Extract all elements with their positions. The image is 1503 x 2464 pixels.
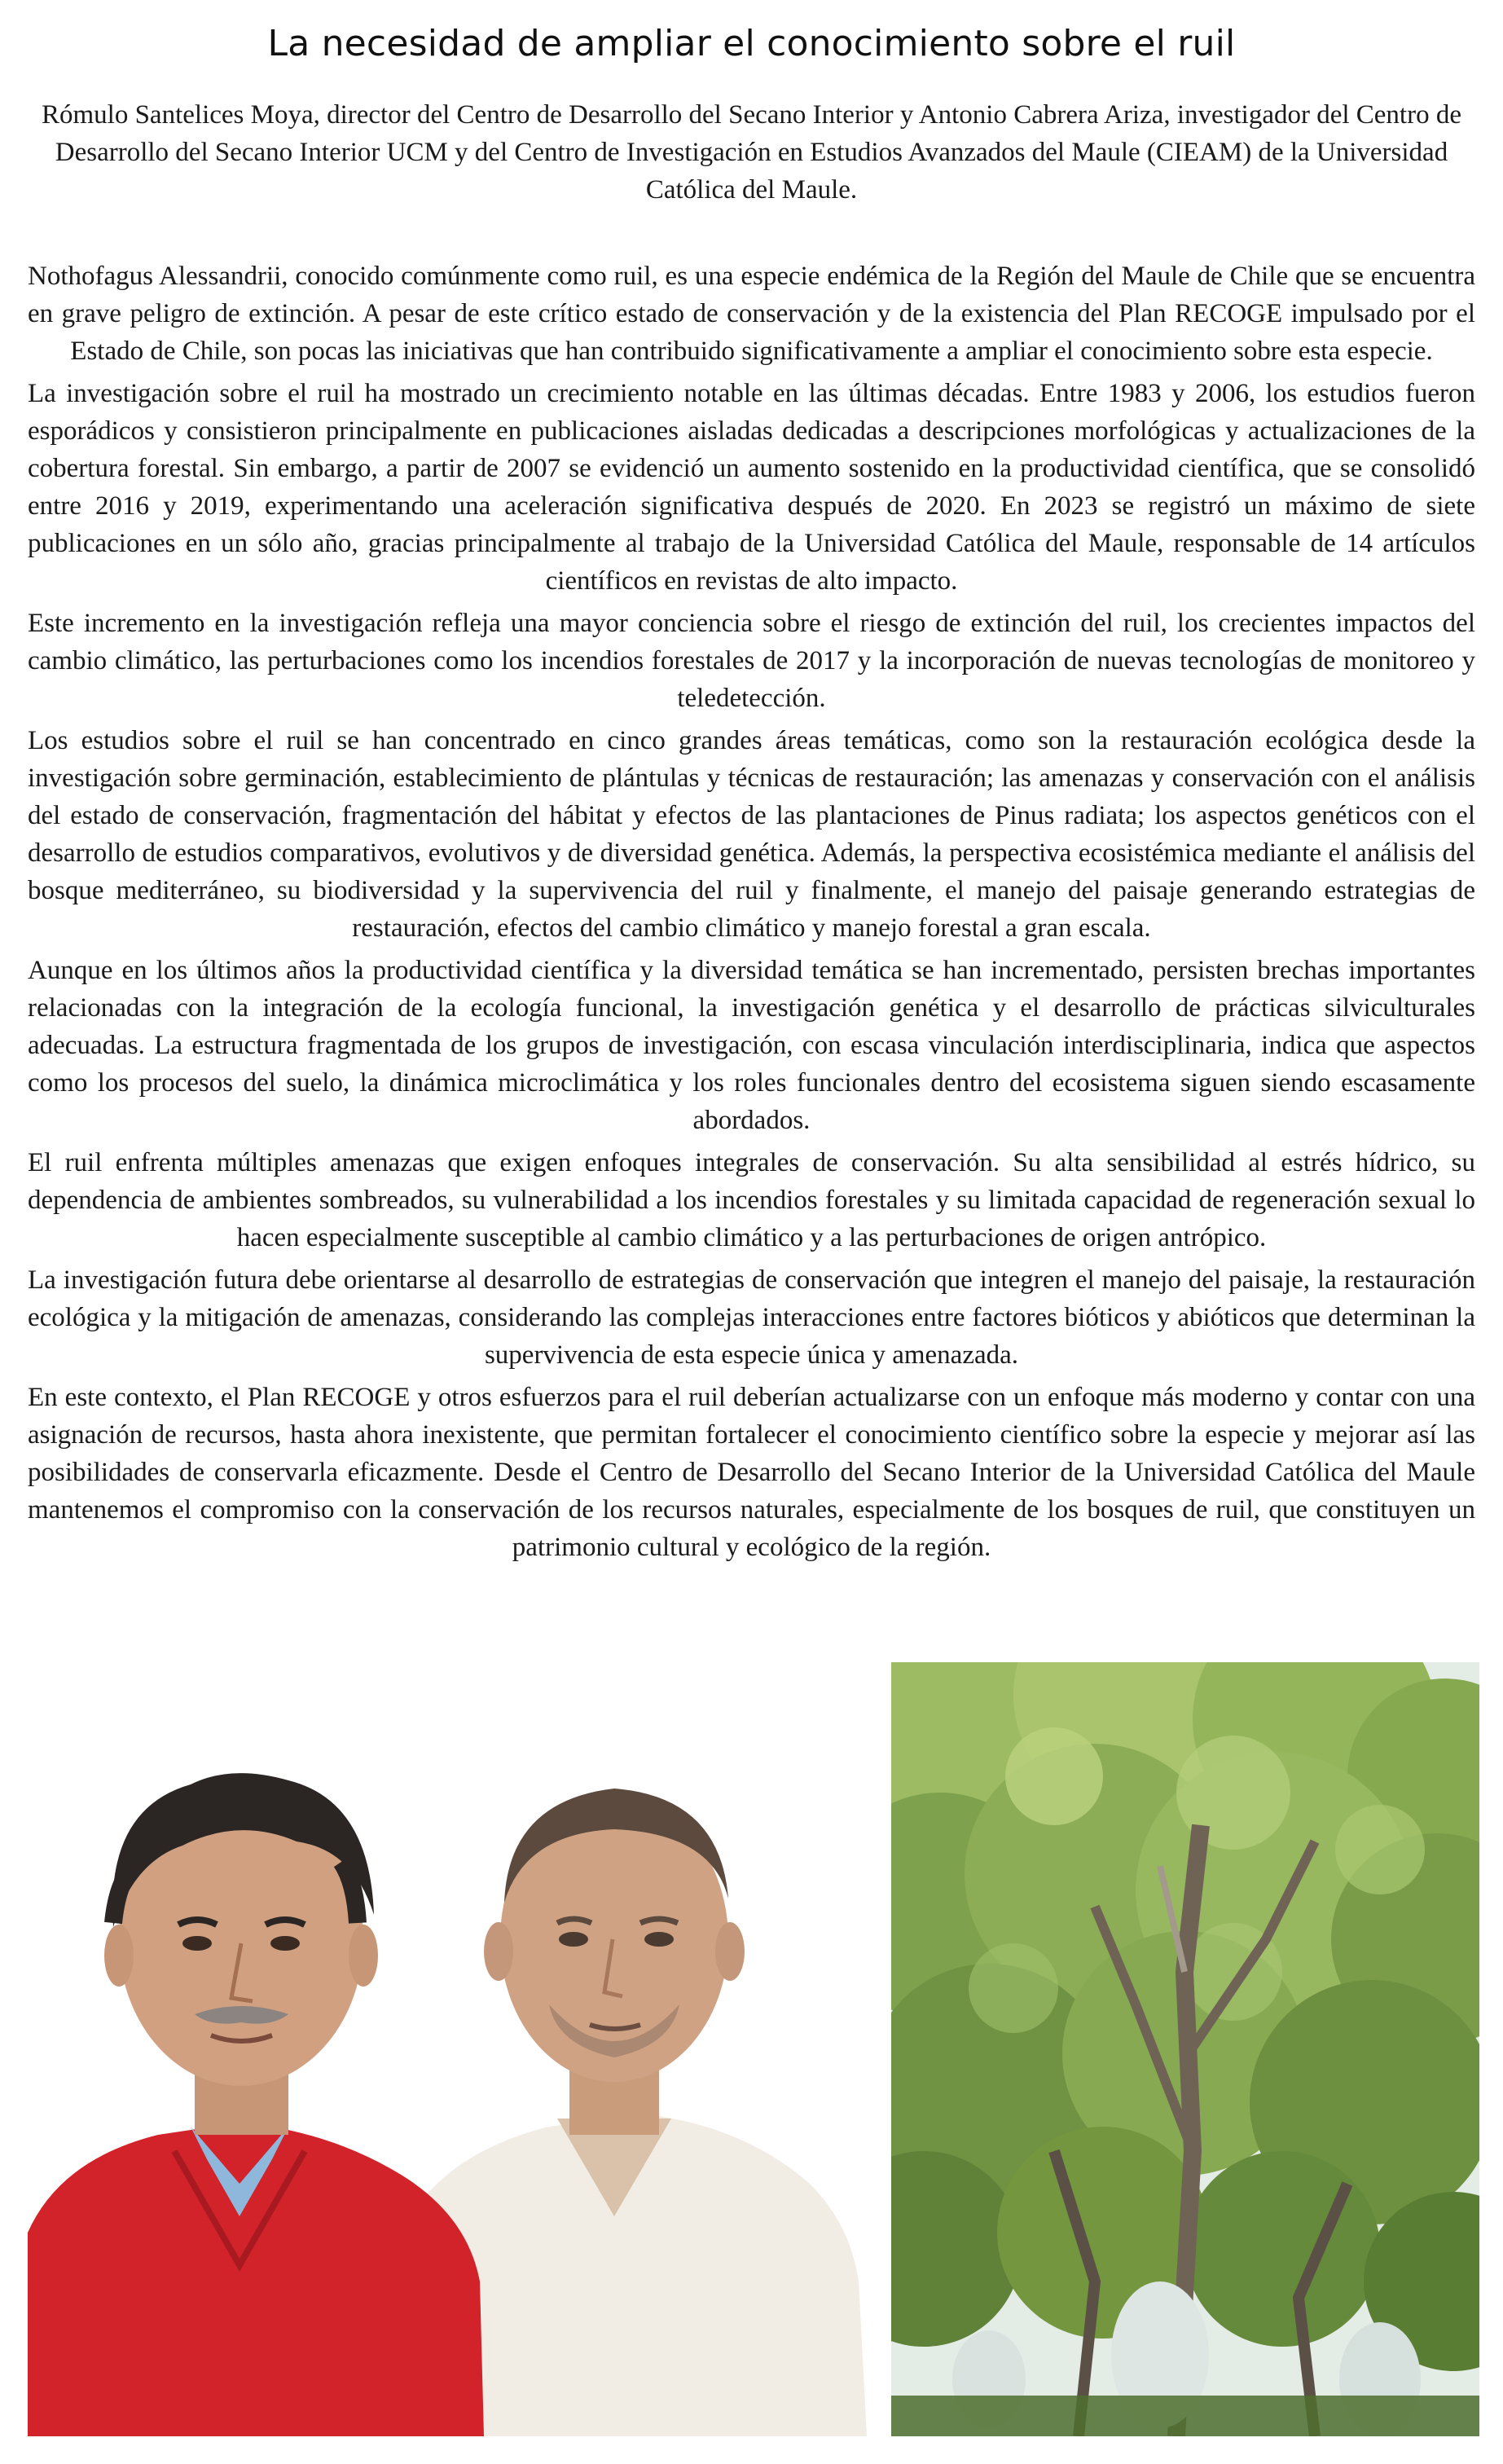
ruil-tree-photo — [891, 1662, 1479, 2436]
ruil-tree-illustration — [891, 1662, 1479, 2436]
article-paragraph: Nothofagus Alessandrii, conocido comúnmente como ruil, es una especie endémica de la Región del Maule de Chile que se encuentra en grave peligro de extinción. A pesar de este crítico estado de conservación y de la existencia del Plan RECOGE impulsado por el Estado de Chile, son pocas las iniciativas que han contribuido significativamente a ampliar el conocimiento sobre esta especie. — [28, 262, 1475, 366]
article-paragraph: La investigación futura debe orientarse al desarrollo de estrategias de conservación que integren el manejo del paisaje, la restauración ecológica y la mitigación de amenazas, considerando las complejas interacciones entre factores bióticos y abióticos que determinan la supervivencia de esta especie única y amenazada. — [28, 1265, 1475, 1370]
article-paragraph: Los estudios sobre el ruil se han concentrado en cinco grandes áreas temáticas, como son la restauración ecológica desde la investigación sobre germinación, establecimiento de plántulas y técnicas de restauración; las amenazas y conservación con el análisis del estado de conservación, fragmentación del hábitat y efectos de las plantaciones de Pinus radiata; los aspectos genéticos con el desarrollo de estudios comparativos, evolutivos y de diversidad genética. Además, la perspectiva ecosistémica mediante el análisis del bosque mediterráneo, su biodiversidad y la supervivencia del ruil y finalmente, el manejo del paisaje generando estrategias de restauración, efectos del cambio climático y manejo forestal a gran escala. — [28, 726, 1475, 943]
authors-photo-illustration — [28, 1695, 867, 2436]
article-paragraph: El ruil enfrenta múltiples amenazas que exigen enfoques integrales de conservación. Su alta sensibilidad al estrés hídrico, su dependencia de ambientes sombreados, su vulnerabilidad a los incendios forestales y su limitada capacidad de regeneración sexual lo hacen especialmente susceptible al cambio climático y a las perturbaciones de origen antrópico. — [28, 1148, 1475, 1252]
article-body — [28, 257, 1475, 1571]
article-byline: Rómulo Santelices Moya, director del Centro de Desarrollo del Secano Interior y Antonio Cabrera Ariza, investigador del Centro de Desarrollo del Secano Interior UCM y del Centro de Investigación en Estudios Avanzados del Maule (CIEAM) de la Universidad Católica del Maule. — [41, 100, 1461, 205]
article-title: La necesidad de ampliar el conocimiento sobre el ruil — [267, 23, 1236, 64]
article-paragraph: Este incremento en la investigación refleja una mayor conciencia sobre el riesgo de extinción del ruil, los crecientes impactos del cambio climático, las perturbaciones como los incendios forestales de 2017 y la incorporación de nuevas tecnologías de monitoreo y teledetección. — [28, 609, 1475, 713]
article-paragraph: La investigación sobre el ruil ha mostrado un crecimiento notable en las últimas décadas. Entre 1983 y 2006, los estudios fueron esporádicos y consistieron principalmente en publicaciones aisladas dedicadas a descripciones morfológicas y actualizaciones de la cobertura forestal. Sin embargo, a partir de 2007 se evidenció un aumento sostenido en la productividad científica, que se consolidó entre 2016 y 2019, experimentando una aceleración significativa después de 2020. En 2023 se registró un máximo de siete publicaciones en un sólo año, gracias principalmente al trabajo de la Universidad Católica del Maule, responsable de 14 artículos científicos en revistas de alto impacto. — [28, 379, 1475, 596]
article-paragraph: En este contexto, el Plan RECOGE y otros esfuerzos para el ruil deberían actualizarse con un enfoque más moderno y contar con una asignación de recursos, hasta ahora inexistente, que permitan fortalecer el conocimiento científico sobre la especie y mejorar así las posibilidades de conservarla eficazmente. Desde el Centro de Desarrollo del Secano Interior de la Universidad Católica del Maule mantenemos el compromiso con la conservación de los recursos naturales, especialmente de los bosques de ruil, que constituyen un patrimonio cultural y ecológico de la región. — [28, 1383, 1475, 1562]
authors-photo — [28, 1695, 867, 2436]
article-paragraph: Aunque en los últimos años la productividad científica y la diversidad temática se han incrementado, persisten brechas importantes relacionadas con la integración de la ecología funcional, la investigación genética y el desarrollo de prácticas silviculturales adecuadas. La estructura fragmentada de los grupos de investigación, con escasa vinculación interdisciplinaria, indica que aspectos como los procesos del suelo, la dinámica microclimática y los roles funcionales dentro del ecosistema siguen siendo escasamente abordados. — [28, 956, 1475, 1135]
